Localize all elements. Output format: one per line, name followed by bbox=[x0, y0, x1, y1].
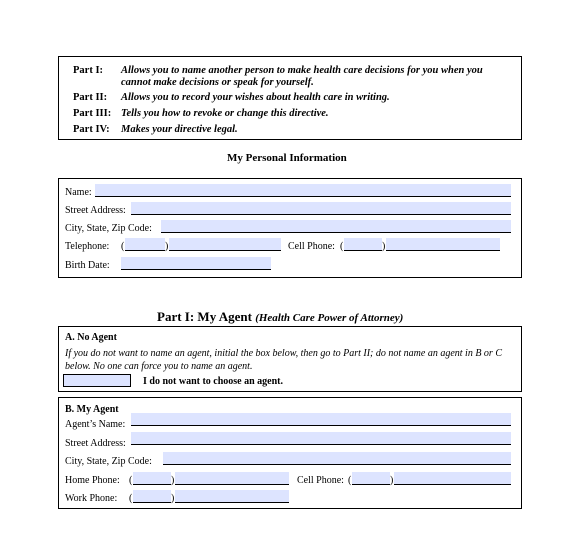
cell-area-open-paren: ( bbox=[340, 241, 344, 252]
personal-info-heading: My Personal Information bbox=[227, 152, 347, 164]
parts-summary-box bbox=[58, 56, 522, 140]
home-phone-label: Home Phone: bbox=[65, 475, 120, 486]
my-agent-box bbox=[58, 397, 522, 509]
part-1-title: Part I: My Agent bbox=[157, 309, 252, 324]
telephone-area-close-paren: ) bbox=[165, 241, 169, 252]
home-area-open-paren: ( bbox=[129, 475, 133, 486]
birth-date-label: Birth Date: bbox=[65, 260, 110, 271]
agent-cell-close-paren: ) bbox=[390, 475, 394, 486]
telephone-label: Telephone: bbox=[65, 241, 110, 252]
work-phone-label: Work Phone: bbox=[65, 493, 118, 504]
cell-area-close-paren: ) bbox=[382, 241, 386, 252]
agent-cell-area-field[interactable] bbox=[352, 472, 390, 485]
agent-name-field[interactable] bbox=[131, 413, 511, 426]
home-area-code-field[interactable] bbox=[133, 472, 171, 485]
part-1-row bbox=[73, 64, 513, 90]
home-number-field[interactable] bbox=[175, 472, 289, 485]
personal-info-box bbox=[58, 178, 522, 278]
part-3-text: Tells you how to revoke or change this directive. bbox=[121, 108, 329, 119]
part-1-text-line1: Allows you to name another person to make health care decisions for you when you bbox=[121, 65, 483, 76]
part-1-heading bbox=[157, 309, 403, 325]
my-agent-heading: B. My Agent bbox=[65, 404, 119, 415]
part-4-text: Makes your directive legal. bbox=[121, 124, 238, 135]
agent-cell-label: Cell Phone: bbox=[297, 475, 344, 486]
telephone-area-code-field[interactable] bbox=[125, 238, 165, 251]
agent-city-field[interactable] bbox=[163, 452, 511, 465]
part-3-label: Part III: bbox=[73, 108, 112, 119]
city-state-zip-label: City, State, Zip Code: bbox=[65, 223, 152, 234]
name-label: Name: bbox=[65, 187, 92, 198]
no-agent-box bbox=[58, 326, 522, 392]
street-address-label: Street Address: bbox=[65, 205, 126, 216]
work-area-open-paren: ( bbox=[129, 493, 133, 504]
work-area-close-paren: ) bbox=[171, 493, 175, 504]
city-state-zip-field[interactable] bbox=[161, 220, 511, 233]
birth-date-field[interactable] bbox=[121, 257, 271, 270]
agent-cell-number-field[interactable] bbox=[394, 472, 511, 485]
agent-city-label: City, State, Zip Code: bbox=[65, 456, 152, 467]
no-agent-heading: A. No Agent bbox=[65, 332, 117, 343]
home-area-close-paren: ) bbox=[171, 475, 175, 486]
agent-street-field[interactable] bbox=[131, 432, 511, 445]
agent-cell-open-paren: ( bbox=[348, 475, 352, 486]
agent-street-label: Street Address: bbox=[65, 438, 126, 449]
part-1-subtitle: (Health Care Power of Attorney) bbox=[255, 312, 404, 324]
cell-phone-label: Cell Phone: bbox=[288, 241, 335, 252]
cell-area-code-field[interactable] bbox=[344, 238, 382, 251]
telephone-number-field[interactable] bbox=[169, 238, 281, 251]
no-agent-instructions: If you do not want to name an agent, initial the box below, then go to Part II; do not name an agent in B or C below. No one can force you to name an agent. bbox=[65, 348, 502, 372]
work-area-code-field[interactable] bbox=[133, 490, 171, 503]
telephone-area-open-paren: ( bbox=[121, 241, 125, 252]
street-address-field[interactable] bbox=[131, 202, 511, 215]
no-agent-initial-box[interactable] bbox=[63, 374, 131, 387]
no-agent-checkbox-label: I do not want to choose an agent. bbox=[143, 376, 284, 387]
part-2-text: Allows you to record your wishes about health care in writing. bbox=[121, 92, 390, 103]
work-number-field[interactable] bbox=[175, 490, 289, 503]
part-4-label: Part IV: bbox=[73, 124, 110, 135]
part-1-label: Part I: bbox=[73, 65, 104, 76]
part-1-text-line2: cannot make decisions or speak for yourself. bbox=[121, 77, 314, 88]
part-2-label: Part II: bbox=[73, 92, 108, 103]
name-field[interactable] bbox=[95, 184, 511, 197]
agent-name-label: Agent’s Name: bbox=[65, 419, 126, 430]
cell-number-field[interactable] bbox=[386, 238, 500, 251]
